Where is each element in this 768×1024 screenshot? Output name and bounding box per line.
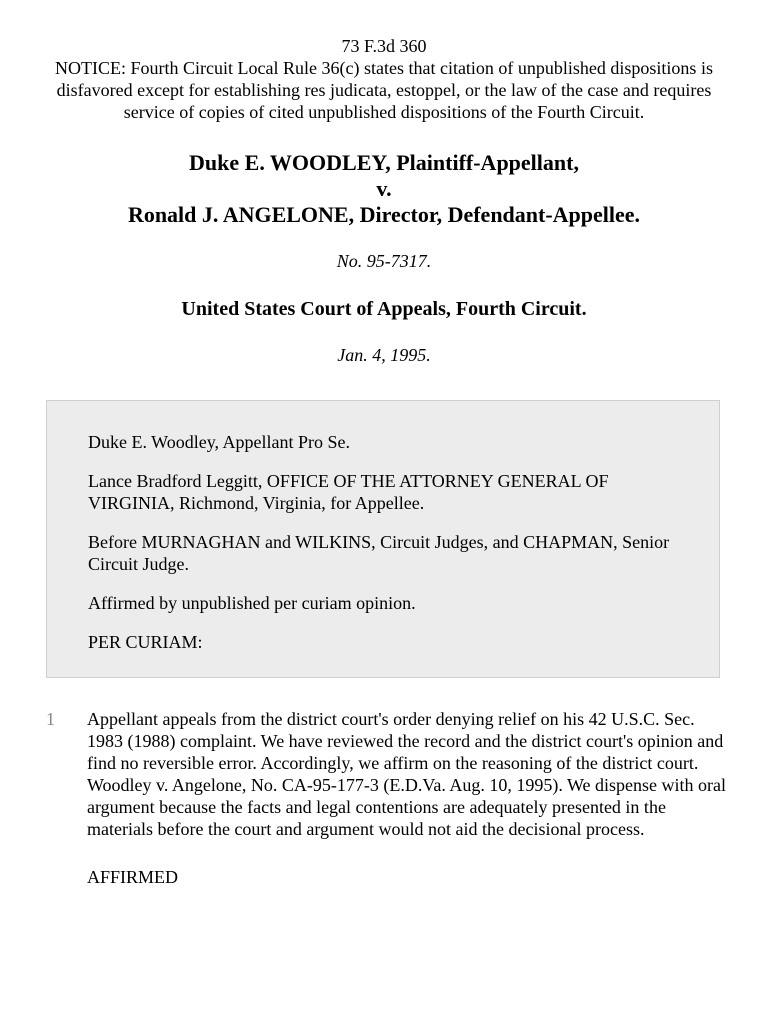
court-name: United States Court of Appeals, Fourth Circuit.: [181, 298, 587, 320]
opinion-body: [0, 708, 768, 888]
judicial-panel: Before MURNAGHAN and WILKINS, Circuit Judges, and CHAPMAN, Senior Circuit Judge.: [88, 532, 670, 574]
appellant-counsel: Duke E. Woodley, Appellant Pro Se.: [88, 432, 351, 452]
case-caption: [0, 150, 768, 228]
case-header: [0, 0, 768, 123]
case-summary-box: [46, 400, 720, 678]
paragraph-number: 1: [46, 709, 55, 729]
decision-date: Jan. 4, 1995.: [337, 345, 431, 365]
paragraph-text: Appellant appeals from the district court's order denying relief on his 42 U.S.C. Sec. 1983 (1988) complaint. We have reviewed the record and the district court's opinion and find no reversible error. Accordingly, we affirm on the reasoning of the district court. Woodley v. Angelone, No. CA-95-177-3 (E.D.Va. Aug. 10, 1995). We dispense with oral argument because the facts and legal contentions are adequately presented in the materials before the court and argument would not aid the decisional process.: [87, 709, 727, 839]
final-disposition: AFFIRMED: [87, 867, 179, 887]
opinion-author: PER CURIAM:: [88, 632, 203, 652]
disposition-note: Affirmed by unpublished per curiam opinion.: [88, 593, 416, 613]
appellee-name: Ronald J. ANGELONE, Director, Defendant-Appellee.: [127, 202, 641, 227]
publication-notice: NOTICE: Fourth Circuit Local Rule 36(c) states that citation of unpublished dispositions is disfavored except for establishing res judicata, estoppel, or the law of the case and requires service of copies of cited unpublished dispositions of the Fourth Circuit.: [55, 58, 713, 122]
versus-label: v.: [376, 176, 392, 201]
docket-number: No. 95-7317.: [336, 251, 432, 271]
appellant-name: Duke E. WOODLEY, Plaintiff-Appellant,: [189, 150, 579, 175]
opinion-paragraph: [0, 708, 768, 840]
citation: 73 F.3d 360: [341, 36, 427, 56]
appellee-counsel: Lance Bradford Leggitt, OFFICE OF THE ATTORNEY GENERAL OF VIRGINIA, Richmond, Virginia, for Appellee.: [88, 471, 609, 513]
